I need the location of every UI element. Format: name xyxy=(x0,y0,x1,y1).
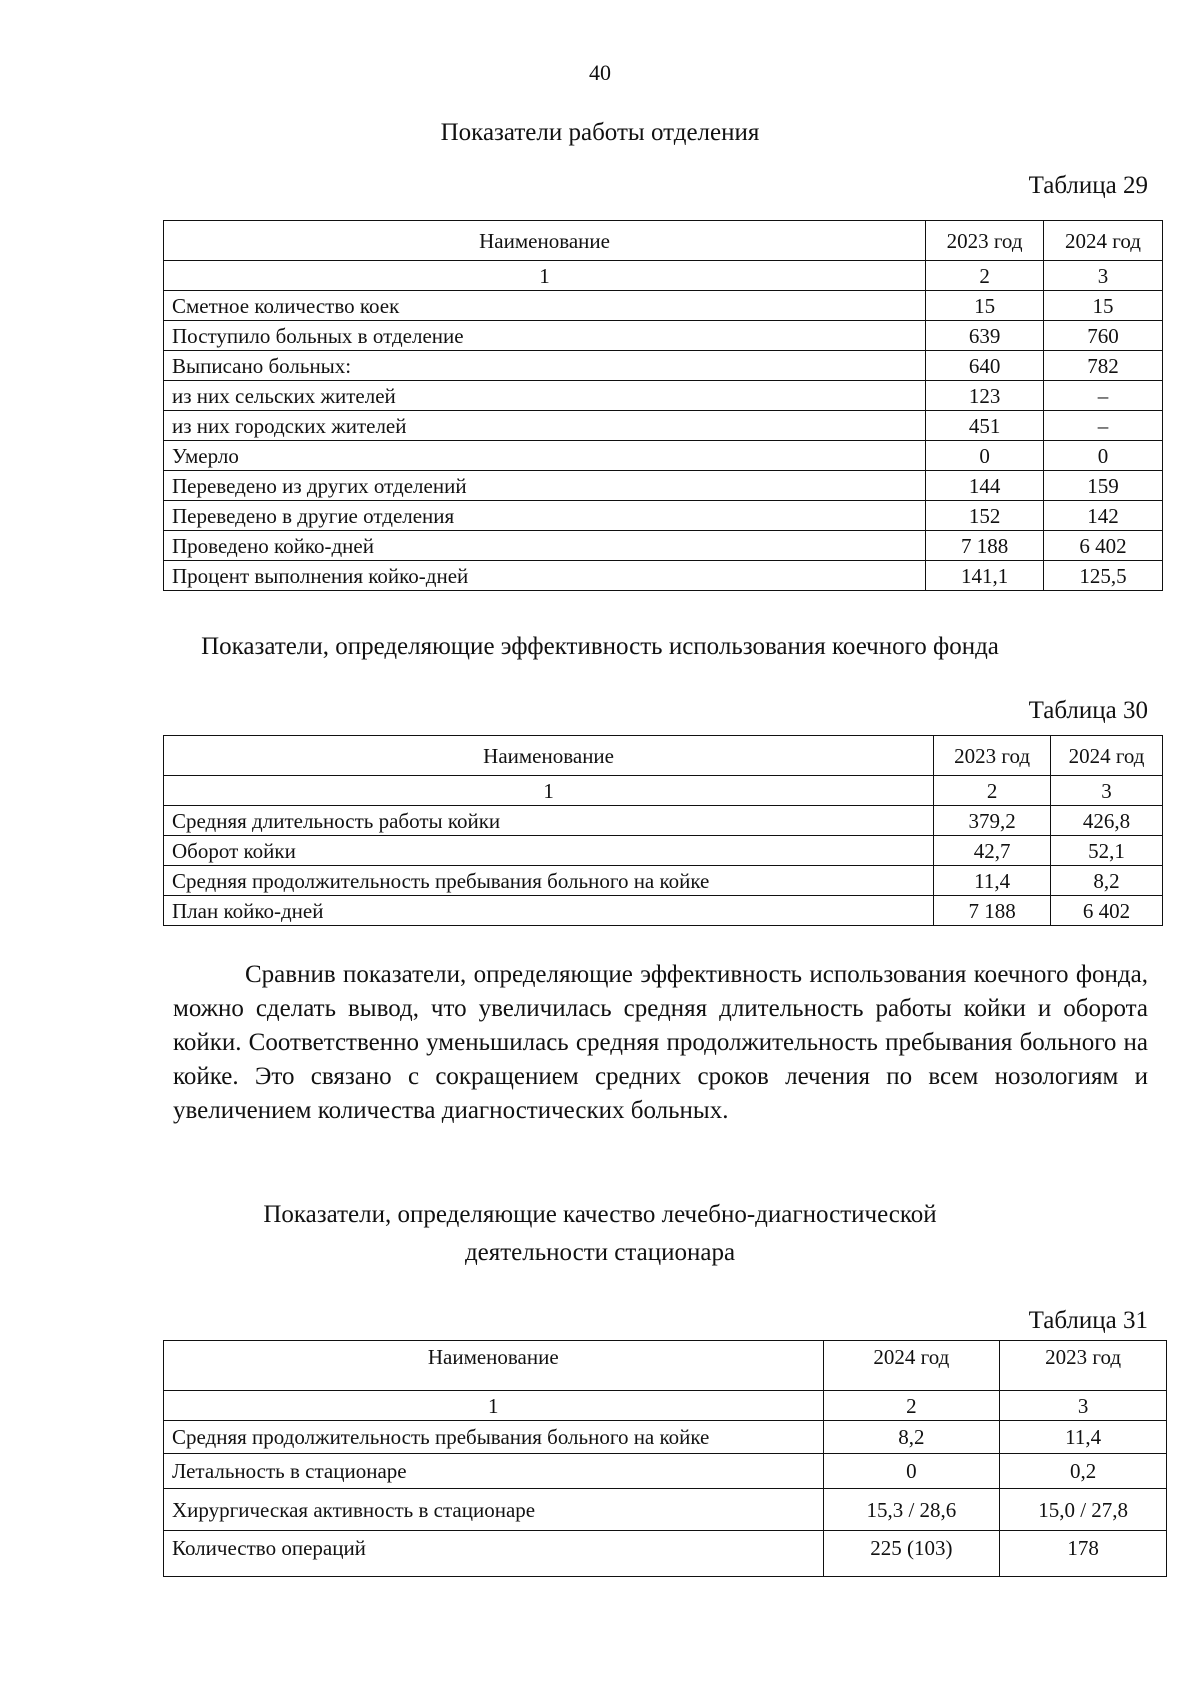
table-row xyxy=(164,291,1163,321)
value-2024: 6 402 xyxy=(1051,896,1163,926)
conclusion-paragraph: Сравнив показатели, определяющие эффективность использования коечного фонда, можно сделать вывод, что увеличилась средняя длительность работы койки и оборота койки. Соответственно уменьшилась средняя продолжительность пребывания больного на койке. Это связано с сокращением средних сроков лечения по всем нозологиям и увеличением количества диагностических больных. xyxy=(173,961,1148,1124)
header-cell: 2024 год xyxy=(823,1341,1000,1391)
table-header-row xyxy=(164,1341,1167,1391)
table-31 xyxy=(163,1340,1167,1577)
row-label: из них городских жителей xyxy=(164,411,926,441)
table-row xyxy=(164,1454,1167,1489)
header-cell: 2023 год xyxy=(1000,1341,1167,1391)
row-label: из них сельских жителей xyxy=(164,381,926,411)
row-label: Сметное количество коек xyxy=(164,291,926,321)
value-2024: 142 xyxy=(1044,501,1163,531)
value-2023: 7 188 xyxy=(926,531,1044,561)
row-label: Умерло xyxy=(164,441,926,471)
value-2023: 42,7 xyxy=(934,836,1051,866)
value-2023: 141,1 xyxy=(926,561,1044,591)
table-row xyxy=(164,351,1163,381)
section-heading-quality-line1: Показатели, определяющие качество лечебно-диагностической xyxy=(263,1201,937,1228)
table-row xyxy=(164,1421,1167,1454)
value-2023: 15,0 / 27,8 xyxy=(1000,1489,1167,1531)
table-row xyxy=(164,411,1163,441)
column-number-cell: 1 xyxy=(164,1391,824,1421)
value-2024: 8,2 xyxy=(1051,866,1163,896)
header-cell: 2024 год xyxy=(1051,736,1163,776)
value-2023: 123 xyxy=(926,381,1044,411)
row-label: Переведено из других отделений xyxy=(164,471,926,501)
value-2024: 6 402 xyxy=(1044,531,1163,561)
column-number-cell: 1 xyxy=(164,776,934,806)
value-2023: 15 xyxy=(926,291,1044,321)
value-2024: 125,5 xyxy=(1044,561,1163,591)
table-row xyxy=(164,501,1163,531)
table-row xyxy=(164,896,1163,926)
column-number-row xyxy=(164,1391,1167,1421)
section-heading-bed-fund-efficiency: Показатели, определяющие эффективность использования коечного фонда xyxy=(201,633,999,660)
row-label: Переведено в другие отделения xyxy=(164,501,926,531)
table-header-row xyxy=(164,221,1163,261)
column-number-row xyxy=(164,776,1163,806)
table-29 xyxy=(163,220,1163,591)
column-number-cell: 3 xyxy=(1051,776,1163,806)
column-number-cell: 3 xyxy=(1000,1391,1167,1421)
table-caption-31: Таблица 31 xyxy=(1028,1307,1148,1334)
table-row xyxy=(164,321,1163,351)
value-2023: 639 xyxy=(926,321,1044,351)
header-cell: 2023 год xyxy=(926,221,1044,261)
column-number-cell: 2 xyxy=(926,261,1044,291)
value-2023: 640 xyxy=(926,351,1044,381)
value-2024: 782 xyxy=(1044,351,1163,381)
table-header-row xyxy=(164,736,1163,776)
row-label: Оборот койки xyxy=(164,836,934,866)
table-row xyxy=(164,381,1163,411)
value-2024: 159 xyxy=(1044,471,1163,501)
value-2024: – xyxy=(1044,411,1163,441)
value-2024: 8,2 xyxy=(823,1421,1000,1454)
row-label: Выписано больных: xyxy=(164,351,926,381)
table-row xyxy=(164,1489,1167,1531)
table-row xyxy=(164,471,1163,501)
column-number-cell: 2 xyxy=(823,1391,1000,1421)
table-caption-30: Таблица 30 xyxy=(1028,697,1148,724)
value-2023: 11,4 xyxy=(934,866,1051,896)
table-row xyxy=(164,866,1163,896)
value-2024: 52,1 xyxy=(1051,836,1163,866)
table-row xyxy=(164,1531,1167,1577)
header-cell: Наименование xyxy=(164,1341,824,1391)
value-2024: – xyxy=(1044,381,1163,411)
section-heading-quality-line2: деятельности стационара xyxy=(464,1239,736,1266)
table-row xyxy=(164,836,1163,866)
table-caption-29: Таблица 29 xyxy=(1028,172,1148,199)
value-2023: 11,4 xyxy=(1000,1421,1167,1454)
value-2023: 0 xyxy=(926,441,1044,471)
value-2023: 152 xyxy=(926,501,1044,531)
value-2024: 0 xyxy=(823,1454,1000,1489)
column-number-row xyxy=(164,261,1163,291)
row-label: Средняя продолжительность пребывания больного на койке xyxy=(164,866,934,896)
table-30 xyxy=(163,735,1163,926)
header-cell: Наименование xyxy=(164,736,934,776)
value-2023: 451 xyxy=(926,411,1044,441)
table-row xyxy=(164,531,1163,561)
row-label: Средняя продолжительность пребывания больного на койке xyxy=(164,1421,824,1454)
value-2024: 15 xyxy=(1044,291,1163,321)
value-2023: 178 xyxy=(1000,1531,1167,1577)
value-2024: 760 xyxy=(1044,321,1163,351)
table-row xyxy=(164,561,1163,591)
value-2024: 426,8 xyxy=(1051,806,1163,836)
page-number: 40 xyxy=(589,60,611,85)
value-2024: 0 xyxy=(1044,441,1163,471)
header-cell: Наименование xyxy=(164,221,926,261)
header-cell: 2024 год xyxy=(1044,221,1163,261)
value-2023: 7 188 xyxy=(934,896,1051,926)
row-label: Поступило больных в отделение xyxy=(164,321,926,351)
value-2024: 225 (103) xyxy=(823,1531,1000,1577)
value-2023: 0,2 xyxy=(1000,1454,1167,1489)
row-label: Процент выполнения койко-дней xyxy=(164,561,926,591)
column-number-cell: 3 xyxy=(1044,261,1163,291)
row-label: План койко-дней xyxy=(164,896,934,926)
table-row xyxy=(164,806,1163,836)
header-cell: 2023 год xyxy=(934,736,1051,776)
section-heading-work-indicators: Показатели работы отделения xyxy=(440,119,760,146)
column-number-cell: 1 xyxy=(164,261,926,291)
value-2024: 15,3 / 28,6 xyxy=(823,1489,1000,1531)
row-label: Хирургическая активность в стационаре xyxy=(164,1489,824,1531)
row-label: Проведено койко-дней xyxy=(164,531,926,561)
row-label: Количество операций xyxy=(164,1531,824,1577)
row-label: Летальность в стационаре xyxy=(164,1454,824,1489)
value-2023: 379,2 xyxy=(934,806,1051,836)
column-number-cell: 2 xyxy=(934,776,1051,806)
table-row xyxy=(164,441,1163,471)
row-label: Средняя длительность работы койки xyxy=(164,806,934,836)
value-2023: 144 xyxy=(926,471,1044,501)
